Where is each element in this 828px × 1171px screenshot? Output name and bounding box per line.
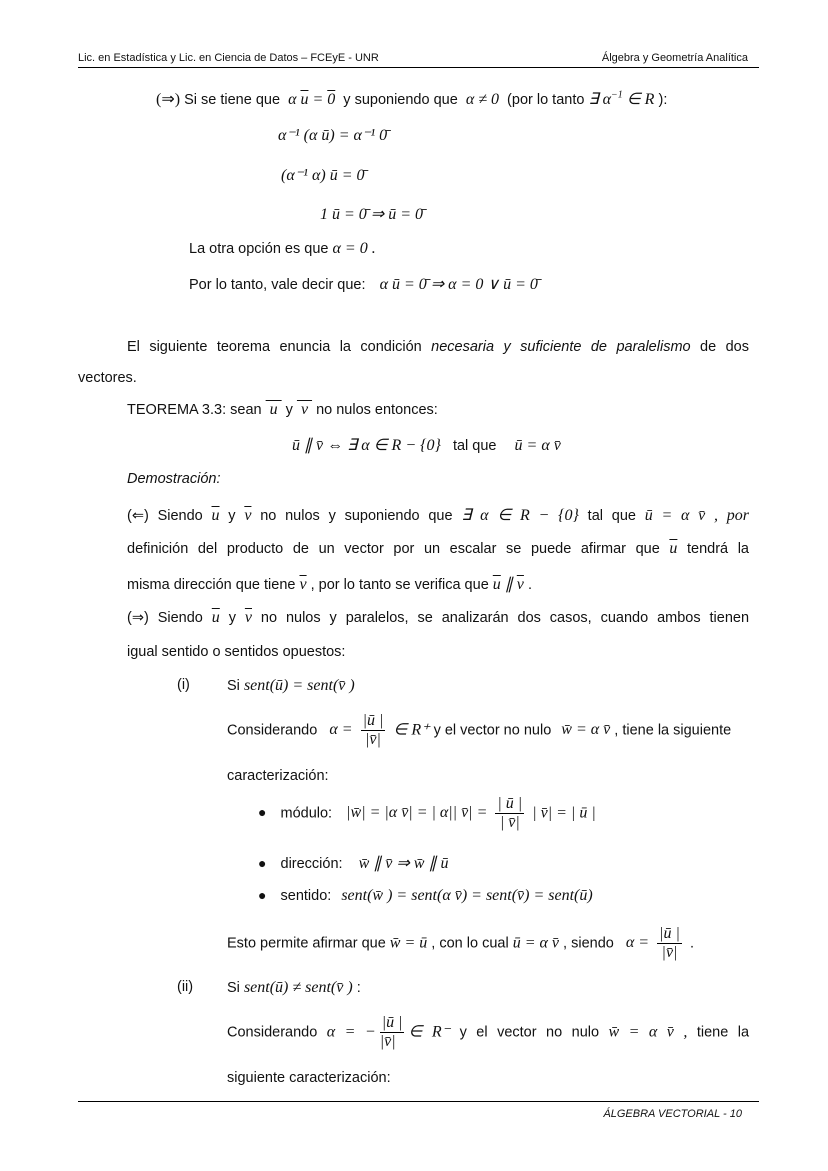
case1-caracterizacion: caracterización: bbox=[227, 768, 329, 784]
case1-frac-den: |v̄| bbox=[365, 731, 381, 748]
proof-p2-line2: igual sentido o sentidos opuestos: bbox=[127, 644, 346, 660]
theorem-intro-italic: necesaria y suficiente de paralelismo bbox=[431, 339, 691, 355]
header-rule bbox=[78, 67, 759, 68]
p1-f: ū = α v̄ , por bbox=[644, 507, 750, 524]
equation-2: (α⁻¹ α) ū = 0̄ bbox=[281, 167, 365, 184]
bullet-sentido bbox=[258, 887, 593, 905]
result-frac-den: |v̄| bbox=[661, 944, 678, 961]
result-end: . bbox=[689, 935, 694, 952]
case2-considerando: Considerando bbox=[227, 1024, 318, 1041]
theorem-label: TEOREMA 3.3: sean bbox=[127, 402, 262, 418]
case2-fraction bbox=[380, 1014, 405, 1051]
case1-w-eq: w̄ = α v̄ bbox=[561, 721, 611, 739]
case1-fraction bbox=[361, 712, 386, 749]
case1-cond: sent(ū) = sent(v̄ ) bbox=[243, 677, 355, 694]
intro-text-b: y suponiendo que bbox=[343, 92, 458, 108]
equation-1: α⁻¹ (α ū) = α⁻¹ 0̄ bbox=[278, 127, 388, 144]
case1-si: Si bbox=[227, 678, 240, 694]
theorem-tail: no nulos entonces: bbox=[316, 402, 438, 418]
theorem-intro-text-a: El siguiente teorema enuncia la condición bbox=[127, 339, 422, 355]
case1-considerando: Considerando bbox=[227, 722, 318, 739]
theorem-y: y bbox=[285, 402, 293, 418]
case2-si: Si bbox=[227, 980, 240, 996]
p2-c: no nulos y paralelos, se analizarán dos casos, cuando ambos tienen bbox=[260, 610, 750, 626]
case2-alpha: α = − bbox=[326, 1023, 376, 1041]
modulo-label: módulo: bbox=[280, 805, 333, 822]
p2-a: (⇒) Siendo bbox=[127, 610, 203, 626]
p1-b: y bbox=[228, 508, 236, 524]
vec-u: $\overline{u}$ bbox=[211, 609, 220, 626]
case2-w-eq: w̄ = α v̄ , bbox=[608, 1023, 688, 1041]
result-b: , con lo cual bbox=[431, 935, 509, 952]
p1-line3-b: , por lo tanto se verifica que bbox=[310, 577, 489, 593]
case1-alpha: α = bbox=[329, 721, 353, 739]
p1-c: no nulos y suponiendo que bbox=[260, 508, 453, 524]
intro-text-c: (por lo tanto bbox=[507, 92, 585, 108]
header-right: Álgebra y Geometría Analítica bbox=[601, 52, 748, 64]
bullet-direccion bbox=[258, 853, 448, 873]
case1-considerando-line bbox=[227, 712, 731, 749]
direccion-eq: w̄ ∥ v̄ ⇒ w̄ ∥ ū bbox=[358, 855, 449, 872]
case2-frac-den: |v̄| bbox=[379, 1033, 396, 1050]
conclusion-eq: α ū = 0̄ ⇒ α = 0 ∨ ū = 0̄ bbox=[379, 276, 538, 293]
result-fraction bbox=[657, 925, 682, 962]
modulo-eq-b: | v̄| = | ū | bbox=[532, 804, 596, 822]
result-eq1: w̄ = ū bbox=[389, 934, 428, 952]
eq-alpha-u-zero: α $\overline{u} = 0$ bbox=[284, 91, 336, 108]
result-a: Esto permite afirmar que bbox=[227, 935, 386, 952]
proof-p1-line3 bbox=[127, 574, 532, 594]
bullet-dot: ● bbox=[258, 887, 267, 903]
case2-label: (ii) bbox=[177, 979, 194, 995]
equation-3: 1 ū = 0̄ ⇒ ū = 0̄ bbox=[320, 206, 423, 223]
case1-mid: y el vector no nulo bbox=[433, 722, 552, 739]
result-frac-num: |ū | bbox=[659, 925, 680, 942]
case2-cond: sent(ū) ≠ sent(v̄ ) bbox=[243, 979, 353, 996]
case1-set: ∈ R⁺ bbox=[393, 721, 430, 739]
proof-p1-line2 bbox=[127, 540, 749, 558]
case2-caracterizacion: siguiente caracterización: bbox=[227, 1070, 391, 1086]
p1-line2: definición del producto de un vector por un escalar se puede afirmar que bbox=[127, 541, 660, 557]
vec-u: $\overline{u}$ bbox=[669, 540, 678, 557]
eq-exists-inverse: ∃ $\alpha^{-1}$ ∈ R bbox=[588, 89, 655, 108]
header-left: Lic. en Estadística y Lic. en Ciencia de Datos – FCEyE - UNR bbox=[78, 52, 379, 64]
sentido-eq: sent(w̄ ) = sent(α v̄) = sent(v̄) = sent(ū) bbox=[341, 887, 593, 904]
sentido-label: sentido: bbox=[280, 888, 332, 904]
vec-v: $\overline{v}$ bbox=[244, 609, 252, 626]
theorem-intro-text-b: de dos bbox=[700, 339, 749, 355]
modulo-frac-den: | v̄| bbox=[499, 814, 520, 831]
modulo-fraction bbox=[495, 795, 524, 832]
vec-v: $\overline{v}$ bbox=[299, 576, 307, 593]
case2-tail: tiene la bbox=[696, 1024, 750, 1041]
bullet-modulo bbox=[258, 795, 596, 832]
p1-a: (⇐) Siendo bbox=[127, 508, 203, 524]
vec-u: u bbox=[265, 401, 282, 418]
bullet-dot: ● bbox=[258, 855, 267, 871]
footer-rule bbox=[78, 1101, 759, 1102]
theorem-intro-line2: vectores. bbox=[78, 370, 137, 386]
other-option-eq: α = 0 . bbox=[332, 240, 376, 257]
p1-line3-a: misma dirección que tiene bbox=[127, 577, 296, 593]
case1-tail: , tiene la siguiente bbox=[614, 722, 732, 739]
bullet-dot: ● bbox=[258, 804, 267, 821]
case1-label: (i) bbox=[177, 677, 190, 693]
case2-set: ∈ R⁻ bbox=[408, 1023, 451, 1041]
proof-title bbox=[127, 471, 220, 487]
proof-title-text: Demostración: bbox=[127, 471, 221, 487]
theorem-label-line bbox=[127, 401, 438, 419]
intro-text-a: Si se tiene que bbox=[184, 92, 281, 108]
case2-condition bbox=[227, 979, 361, 997]
vec-v: v bbox=[296, 401, 313, 418]
case1-condition bbox=[227, 677, 355, 695]
case2-considerando-line bbox=[227, 1014, 749, 1051]
u-parallel-v: $\overline{u}$ ∥ $\overline{v}$ bbox=[492, 576, 524, 593]
conclusion-text: Por lo tanto, vale decir que: bbox=[189, 277, 366, 293]
implication-arrow: (⇒) bbox=[156, 91, 181, 108]
theorem-intro-line1 bbox=[127, 339, 749, 355]
result-c: , siendo bbox=[563, 935, 614, 952]
modulo-frac-num: | ū | bbox=[497, 795, 523, 812]
part1-intro bbox=[156, 89, 667, 109]
footer-text: ÁLGEBRA VECTORIAL - 10 bbox=[603, 1108, 742, 1120]
vec-v: $\overline{v}$ bbox=[244, 507, 252, 524]
p2-b: y bbox=[228, 610, 236, 626]
vec-u: $\overline{u}$ bbox=[211, 507, 220, 524]
theorem-tal-que: tal que bbox=[452, 438, 497, 454]
case2-colon: : bbox=[356, 980, 361, 996]
proof-p2-line1 bbox=[127, 609, 749, 627]
case2-mid: y el vector no nulo bbox=[459, 1024, 600, 1041]
p1-line3-c: . bbox=[527, 577, 532, 593]
conclusion-line bbox=[189, 274, 538, 294]
other-option-line bbox=[189, 240, 376, 258]
proof-p1-line1 bbox=[127, 505, 749, 525]
eq-alpha-nonzero: α ≠ 0 bbox=[461, 91, 504, 108]
p1-d: ∃ α ∈ R − {0} bbox=[461, 507, 579, 524]
p1-line2-b: tendrá la bbox=[687, 541, 750, 557]
other-option-text: La otra opción es que bbox=[189, 241, 329, 257]
theorem-statement-eq2: ū = α v̄ bbox=[514, 437, 561, 454]
case1-result bbox=[227, 925, 694, 962]
modulo-eq-a: |w̄| = |α v̄| = | α|| v̄| = bbox=[346, 804, 488, 822]
result-alpha: α = bbox=[625, 934, 650, 952]
direccion-label: dirección: bbox=[280, 856, 343, 872]
theorem-statement bbox=[292, 435, 561, 455]
intro-text-d: ): bbox=[658, 92, 668, 108]
case2-frac-num: |ū | bbox=[381, 1014, 403, 1031]
result-eq2: ū = α v̄ bbox=[512, 934, 560, 952]
case1-frac-num: |ū | bbox=[362, 712, 384, 729]
p1-e: tal que bbox=[587, 508, 636, 524]
theorem-statement-eq: ū ∥ v̄ ⇔ ∃ α ∈ R − {0} bbox=[292, 437, 441, 454]
